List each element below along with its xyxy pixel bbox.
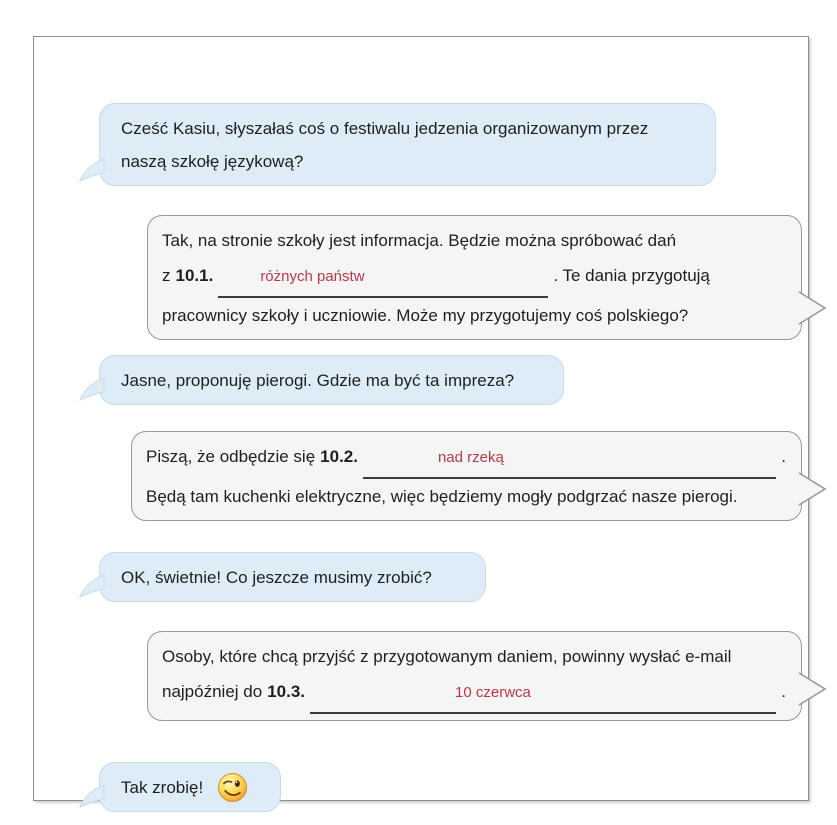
task-number-10-1: 10.1.: [175, 266, 214, 285]
answer-text-10-1: różnych państw: [260, 268, 365, 285]
answer-blank-10-3[interactable]: [310, 674, 776, 714]
worksheet-frame: [33, 36, 809, 801]
message-text: pracownicy szkoły i uczniowie. Może my przygotujemy coś polskiego?: [162, 306, 689, 325]
message-text: Osoby, które chcą przyjść z przygotowanym daniem, powinny wysłać e-mail: [162, 647, 732, 666]
chat-bubble-left-1: [99, 103, 716, 186]
chat-bubble-left-2: [99, 355, 564, 405]
message-blank-line: [162, 258, 786, 298]
bubble-tail-left-icon: [79, 573, 105, 599]
blank-suffix: .: [781, 447, 786, 466]
blank-prefix: najpóźniej do: [162, 682, 263, 701]
bubble-tail-right-icon: [798, 291, 828, 325]
message-text: Tak, na stronie szkoły jest informacja. Będzie można spróbować dań: [162, 231, 677, 250]
task-number-10-3: 10.3.: [267, 682, 306, 701]
message-text: Tak zrobię!: [121, 778, 204, 797]
bubble-tail-left-icon: [79, 157, 105, 183]
bubble-tail-right-icon: [798, 472, 828, 506]
blank-prefix: Piszą, że odbędzie się: [146, 447, 316, 466]
answer-text-10-3: 10 czerwca: [455, 684, 531, 701]
answer-blank-10-1[interactable]: [218, 258, 548, 298]
message-text: Będą tam kuchenki elektryczne, więc będziemy mogły podgrzać nasze pierogi.: [146, 487, 738, 506]
bubble-tail-left-icon: [79, 783, 105, 809]
answer-blank-10-2[interactable]: [363, 439, 776, 479]
wink-emoji-icon: [217, 772, 248, 803]
blank-suffix: . Te dania przygotują: [553, 266, 710, 285]
task-number-10-2: 10.2.: [320, 447, 358, 466]
blank-prefix: z: [162, 266, 171, 285]
message-blank-line: [146, 439, 786, 479]
message-blank-line: [162, 674, 786, 714]
message-text: OK, świetnie! Co jeszcze musimy zrobić?: [121, 568, 432, 587]
message-text: naszą szkołę językową?: [121, 152, 304, 171]
chat-bubble-right-3: [147, 631, 802, 721]
answer-text-10-2: nad rzeką: [437, 449, 504, 466]
message-text: Cześć Kasiu, słyszałaś coś o festiwalu jedzenia organizowanym przez: [121, 119, 649, 138]
chat-bubble-right-2: [131, 431, 802, 521]
chat-bubble-right-1: [147, 215, 802, 340]
message-text: Jasne, proponuję pierogi. Gdzie ma być ta impreza?: [121, 371, 515, 390]
chat-bubble-left-4: [99, 762, 281, 812]
bubble-tail-left-icon: [79, 376, 105, 402]
blank-suffix: .: [781, 682, 786, 701]
chat-bubble-left-3: [99, 552, 486, 602]
bubble-tail-right-icon: [798, 672, 828, 706]
